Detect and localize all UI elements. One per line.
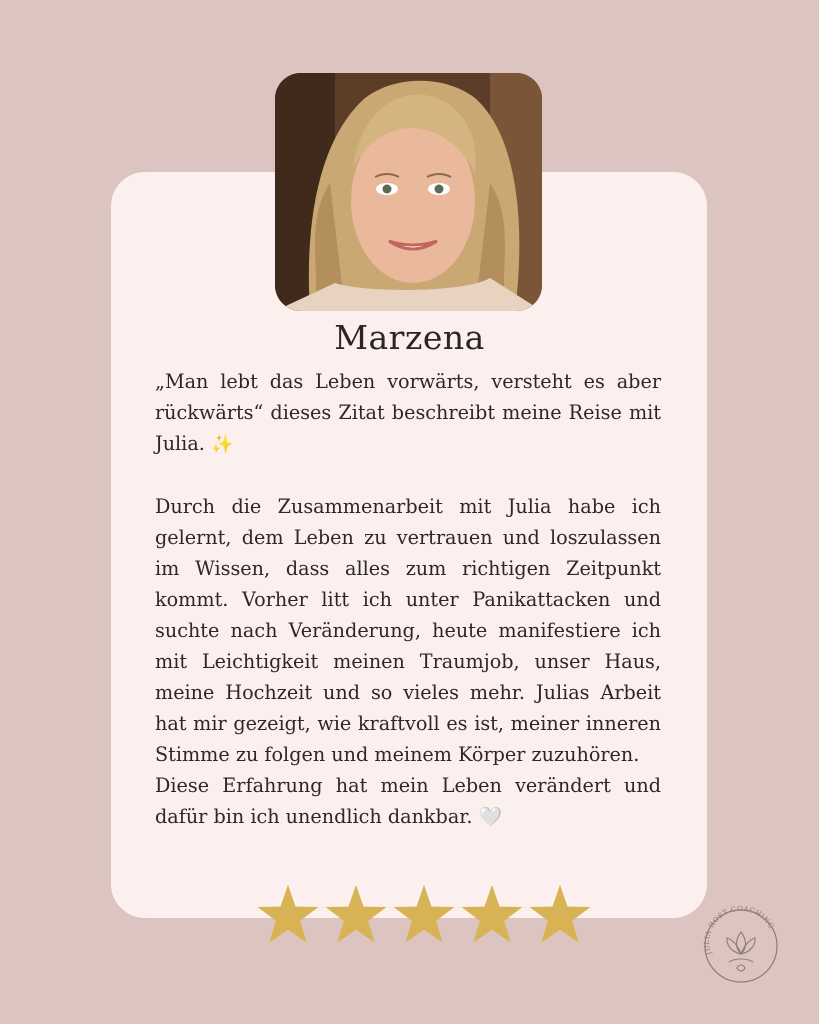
sparkles-icon: ✨ xyxy=(210,434,234,455)
star-rating xyxy=(256,882,592,952)
quote-paragraph-1: „Man lebt das Leben vorwärts, versteht es aber rückwärts“ dieses Zitat beschreibt meine Reise mit Julia. ✨ xyxy=(155,370,661,455)
portrait-image xyxy=(275,73,542,311)
quote-paragraph-2: Durch die Zusammenarbeit mit Julia habe ich gelernt, dem Leben zu vertrauen und loszulassen im Wissen, dass alles zum richtigen Zeitpunkt kommt. Vorher litt ich unter Panikattacken und suchte nach Veränderung, heute manifestiere ich mit Leichtigkeit meinen Traumjob, unser Haus, meine Hochzeit und so vieles mehr. Julias Arbeit hat mir gezeigt, wie kraftvoll es ist, meiner inneren Stimme zu folgen und meinem Körper zuzuhören. xyxy=(155,495,661,766)
quote-paragraph-3: Diese Erfahrung hat mein Leben verändert und dafür bin ich unendlich dankbar. 🤍 xyxy=(155,774,661,828)
logo-text: JULIA ROST COACHING xyxy=(702,904,776,956)
star-icon xyxy=(460,882,524,948)
star-icon xyxy=(528,882,592,948)
white-heart-icon: 🤍 xyxy=(478,806,503,828)
customer-name: Marzena xyxy=(334,318,485,357)
testimonial-text xyxy=(155,366,661,833)
brand-logo xyxy=(691,892,791,992)
star-icon xyxy=(392,882,456,948)
star-icon xyxy=(256,882,320,948)
lotus-icon xyxy=(727,932,755,971)
star-icon xyxy=(324,882,388,948)
profile-photo xyxy=(275,73,542,311)
